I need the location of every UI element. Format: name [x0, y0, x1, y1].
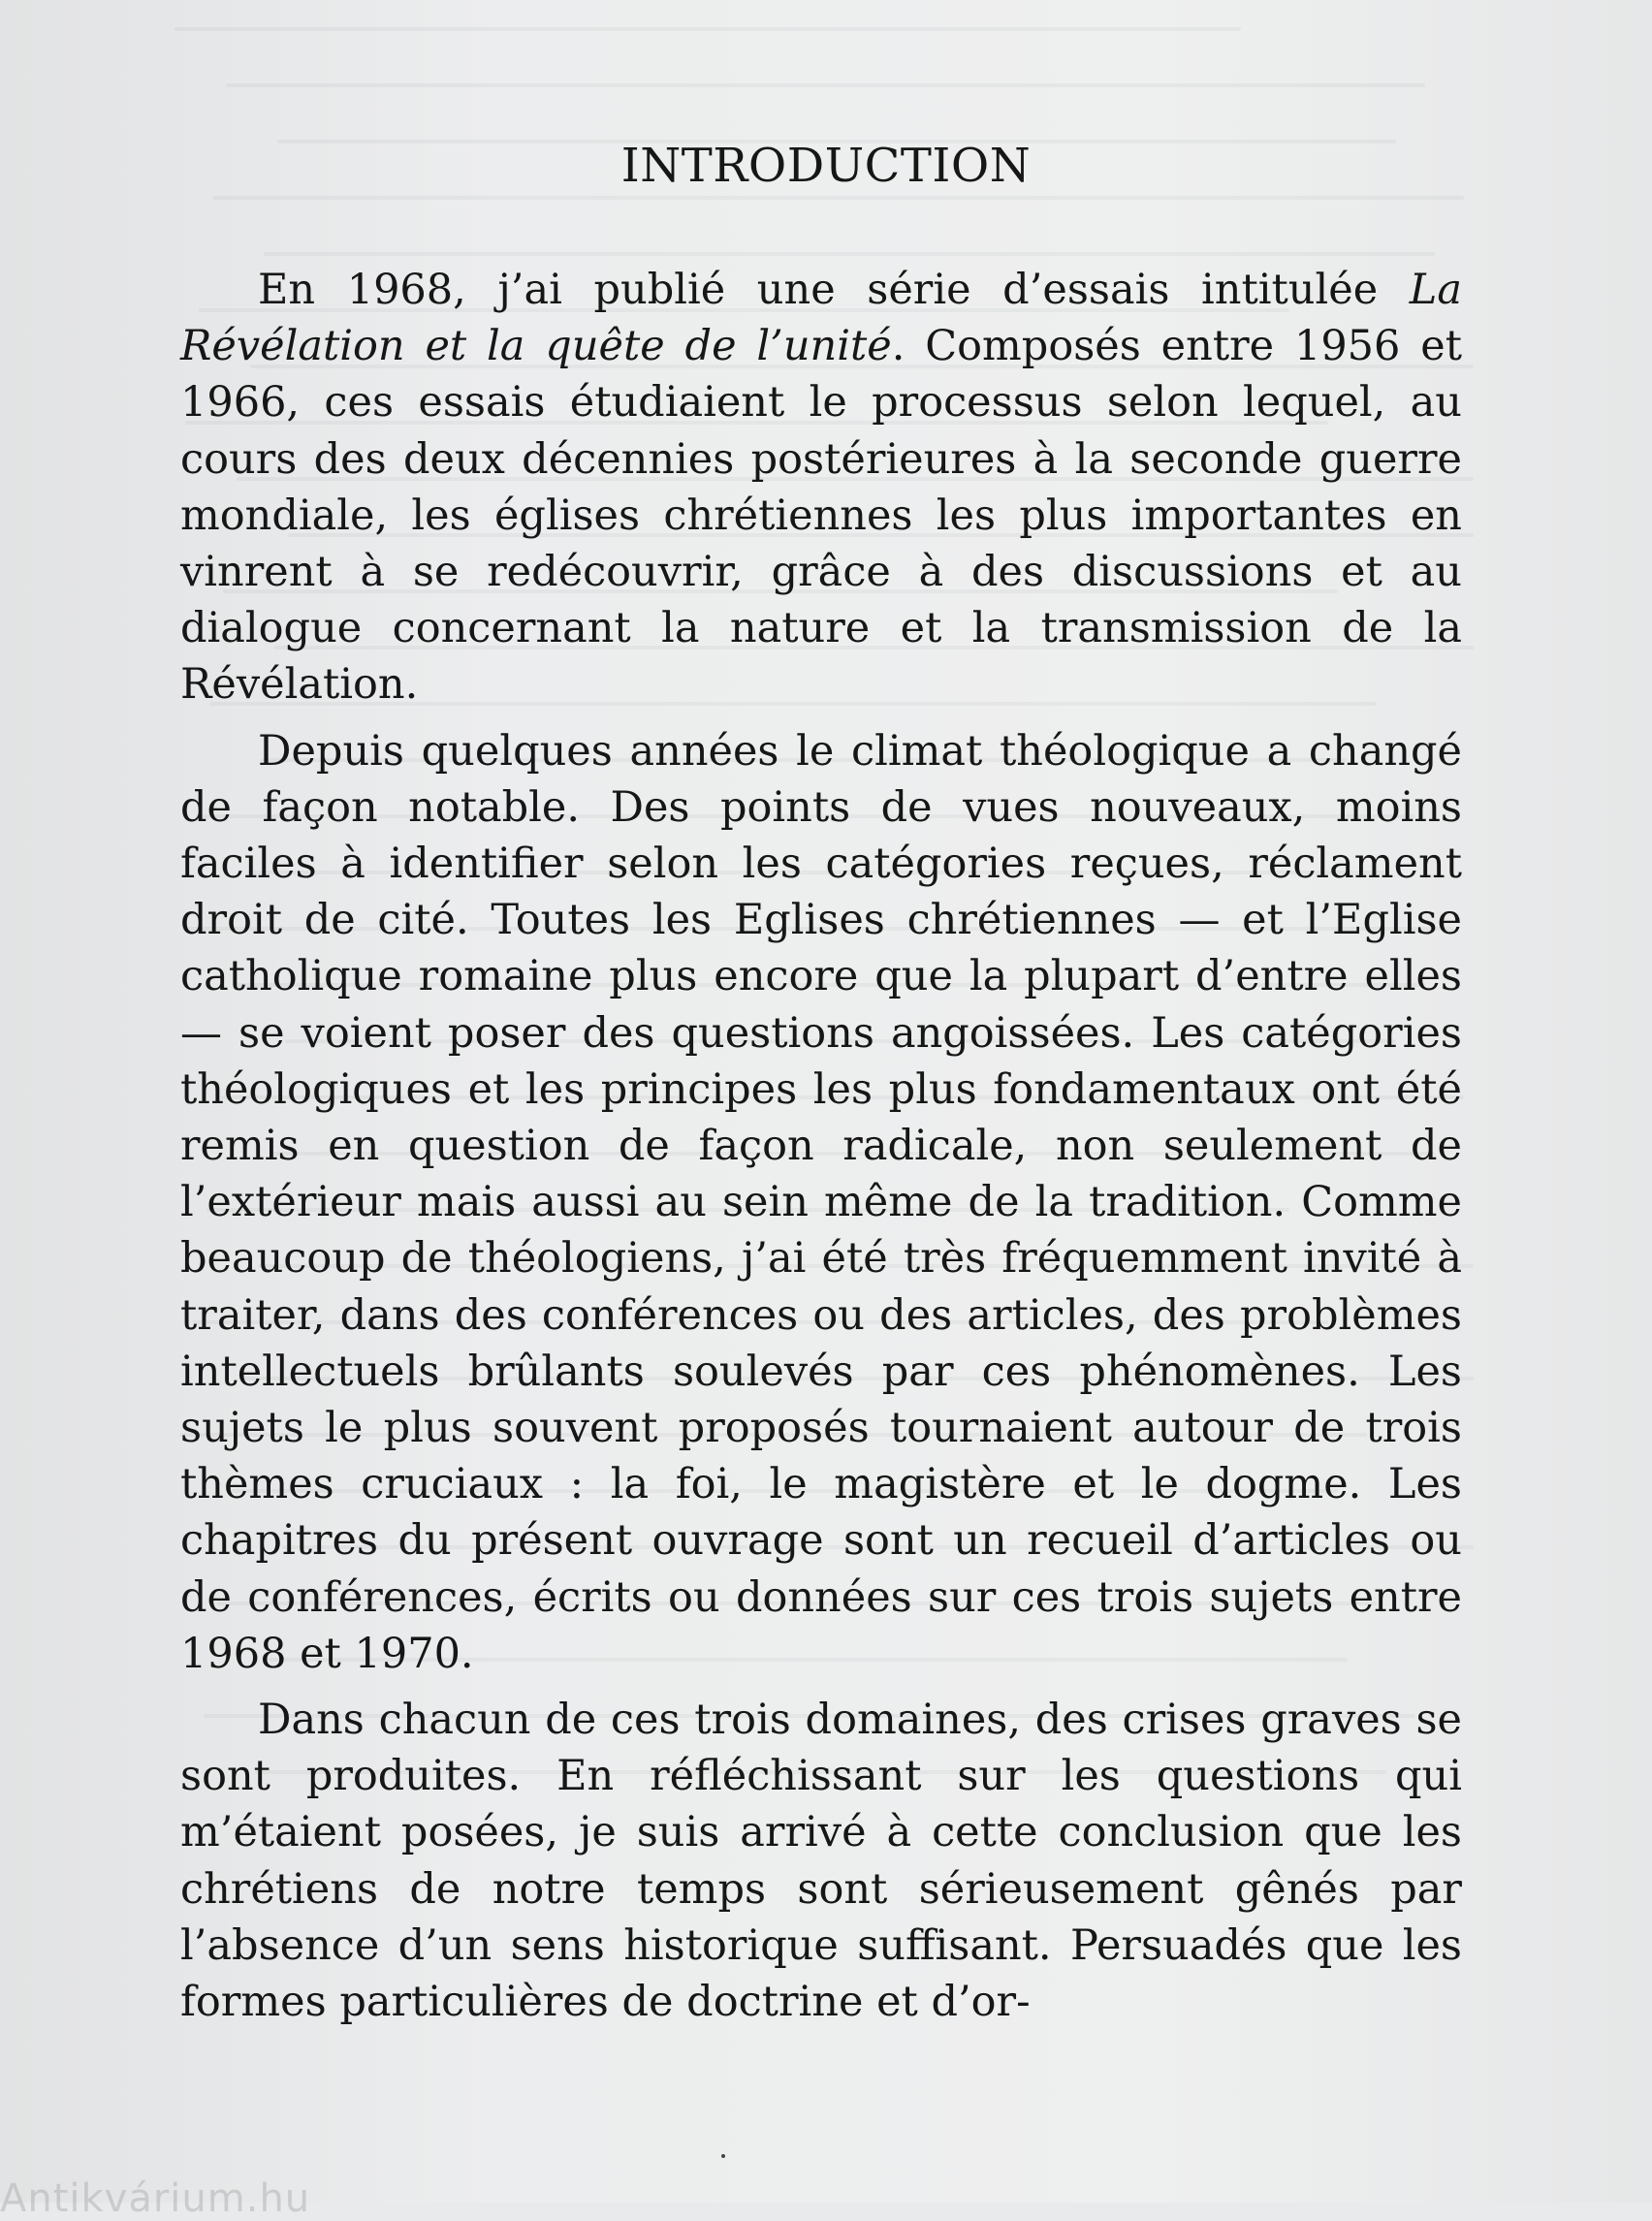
- body-text: [180, 262, 1462, 2040]
- show-through-line: [226, 83, 1425, 87]
- show-through-line: [175, 27, 1241, 31]
- book-title-italic: La Révélation et la quête de l’unité: [180, 266, 1462, 371]
- paragraph-1-end: . Composés entre 1956 et 1966, ces essais étudiaient le processus selon lequel, au cours des deux décennies postérieures à la seconde guerre mondiale, les églises chrétiennes les plus importantes en vinrent à se redécouvrir, grâce à des discussions et au dialogue concernant la nature et la transmission de la Révélation.: [180, 322, 1462, 710]
- paragraph-2: Depuis quelques années le climat théologique a changé de façon notable. Des points de vues nouveaux, moins faciles à identifier selon les catégories reçues, réclament droit de cité. Toutes les Eglises chrétiennes — et l’Eglise catholique romaine plus encore que la plupart d’entre elles — se voient poser des questions angoissées. Les catégories théologiques et les principes les plus fondamentaux ont été remis en question de façon radicale, non seulement de l’extérieur mais aussi au sein même de la tradition. Comme beaucoup de théologiens, j’ai été très fréquemment invité à traiter, dans des conférences ou des articles, des problèmes intellectuels brûlants soulevés par ces phénomènes. Les sujets le plus souvent proposés tournaient autour de trois thèmes cruciaux : la foi, le magistère et le dogme. Les chapitres du présent ouvrage sont un recueil d’articles ou de conférences, écrits ou données sur ces trois sujets entre 1968 et 1970.: [180, 726, 1462, 1678]
- show-through-line: [264, 252, 1435, 256]
- watermark-logo: Antikvárium.hu: [0, 2176, 311, 2221]
- page-title: INTRODUCTION: [620, 139, 1032, 194]
- page-speck: [721, 2154, 725, 2158]
- paragraph-1-start: En 1968, j’ai publié une série d’essais intitulée: [258, 266, 1410, 314]
- paragraph-3: Dans chacun de ces trois domaines, des crises graves se sont produites. En réfléchissant sur les questions qui m’étaient posées, je suis arrivé à cette conclusion que les chrétiens de notre temps sont sérieusement gênés par l’absence d’un sens historique suffisant. Persuadés que les formes particulières de doctrine et d’or-: [180, 1696, 1462, 2027]
- paragraph-1: [180, 262, 1462, 714]
